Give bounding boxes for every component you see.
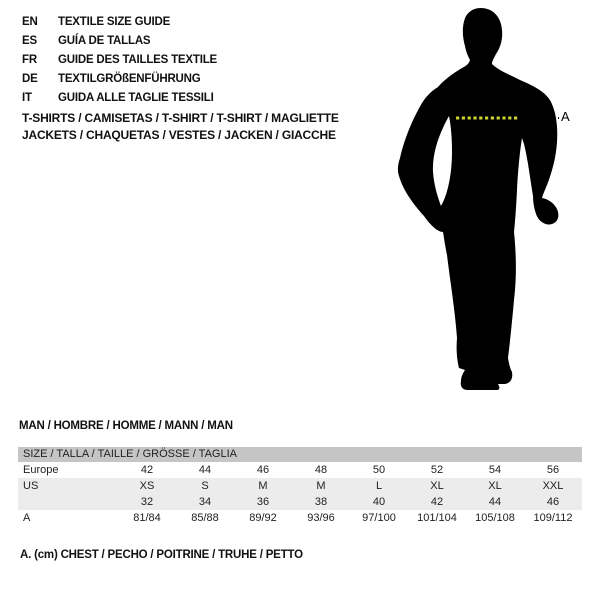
size-value: 40 xyxy=(372,496,386,508)
category-jackets: JACKETS / CHAQUETAS / VESTES / JACKEN / GIACCHE xyxy=(22,127,336,142)
size-value: 81/84 xyxy=(133,512,161,524)
table-row-us xyxy=(18,478,582,494)
measurement-a-label: A xyxy=(561,109,570,124)
language-code: FR xyxy=(22,54,37,66)
row-label: Europe xyxy=(23,464,59,476)
language-label: GUIDA ALLE TAGLIE TESSILI xyxy=(58,92,214,104)
size-value: 109/112 xyxy=(533,512,573,524)
size-value: XL xyxy=(488,480,502,492)
section-title-man: MAN / HOMBRE / HOMME / MANN / MAN xyxy=(19,420,233,432)
size-value: 50 xyxy=(372,464,386,476)
row-label: US xyxy=(23,480,39,492)
size-value: 38 xyxy=(314,496,328,508)
size-value: 36 xyxy=(256,496,270,508)
size-value: 46 xyxy=(546,496,560,508)
category-tshirts: T-SHIRTS / CAMISETAS / T-SHIRT / T-SHIRT / MAGLIETTE xyxy=(22,111,339,125)
language-code: IT xyxy=(22,92,32,104)
table-row-europe xyxy=(18,462,582,478)
size-value: 48 xyxy=(314,464,328,476)
size-value: 56 xyxy=(546,464,560,476)
measurement-footnote: A. (cm) CHEST / PECHO / POITRINE / TRUHE / PETTO xyxy=(20,549,303,561)
table-row-numeric xyxy=(18,494,582,510)
language-code: ES xyxy=(22,35,37,47)
size-value: 85/88 xyxy=(191,512,219,524)
table-row-chest-a xyxy=(18,510,582,526)
size-value: XS xyxy=(139,480,155,492)
row-label xyxy=(18,494,118,510)
row-label: A xyxy=(23,512,31,524)
language-code: DE xyxy=(22,73,38,85)
language-label: GUIDE DES TAILLES TEXTILE xyxy=(58,54,217,66)
size-table xyxy=(18,447,582,526)
size-table-header: SIZE / TALLA / TAILLE / GRÖSSE / TAGLIA xyxy=(18,447,582,462)
size-value: M xyxy=(258,480,268,492)
size-value: 44 xyxy=(488,496,502,508)
size-value: 46 xyxy=(256,464,270,476)
language-label: GUÍA DE TALLAS xyxy=(58,35,151,47)
size-value: L xyxy=(375,480,383,492)
language-label: TEXTILE SIZE GUIDE xyxy=(58,16,171,28)
size-value: 42 xyxy=(430,496,444,508)
size-value: 54 xyxy=(488,464,502,476)
size-value: 101/104 xyxy=(417,512,457,524)
size-value: 97/100 xyxy=(362,512,396,524)
size-value: 32 xyxy=(140,496,154,508)
size-value: S xyxy=(201,480,209,492)
language-label: TEXTILGRÖßENFÜHRUNG xyxy=(58,73,201,85)
size-value: 89/92 xyxy=(249,512,277,524)
size-value: 42 xyxy=(140,464,154,476)
size-value: 105/108 xyxy=(475,512,515,524)
language-code: EN xyxy=(22,16,38,28)
size-value: 44 xyxy=(198,464,212,476)
size-value: XXL xyxy=(542,480,564,492)
size-value: 34 xyxy=(198,496,212,508)
size-value: XL xyxy=(430,480,444,492)
size-value: 52 xyxy=(430,464,444,476)
size-value: M xyxy=(316,480,326,492)
size-value: 93/96 xyxy=(307,512,335,524)
